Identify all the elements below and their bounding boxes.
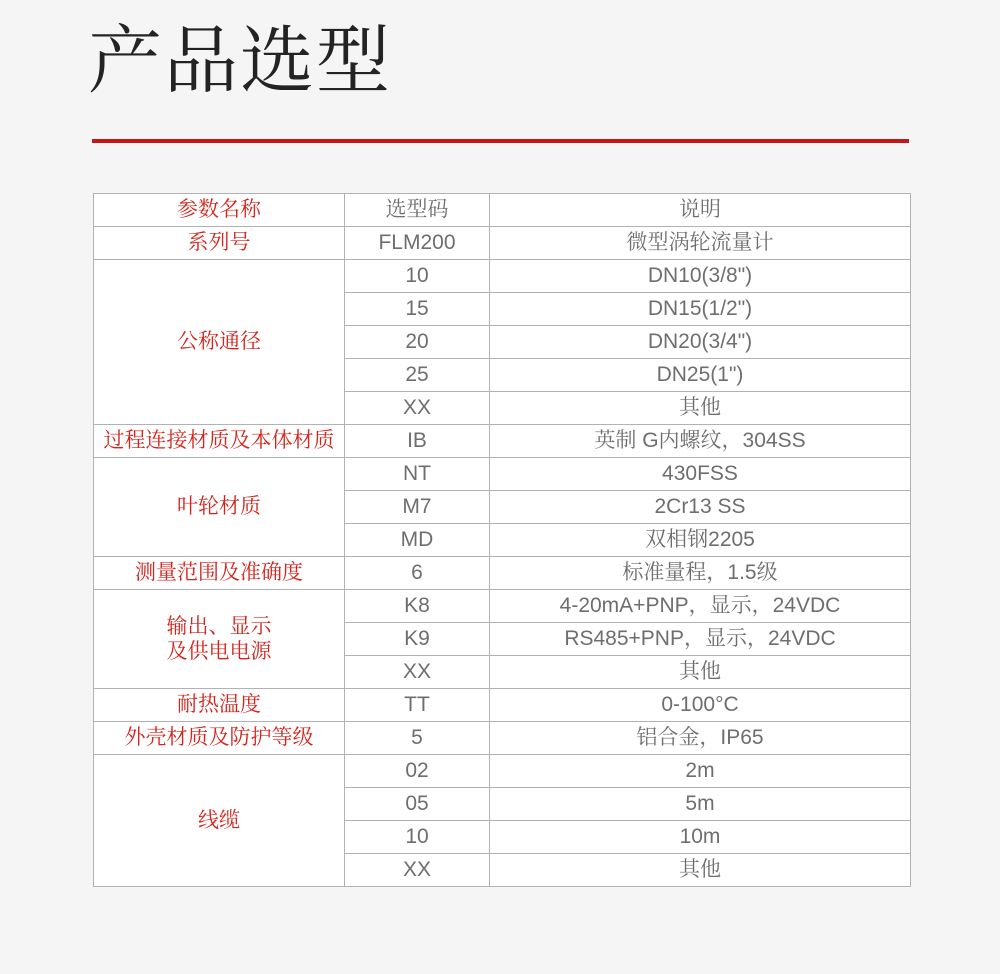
parameter-name-cell: 公称通径 <box>94 260 345 425</box>
header-description: 说明 <box>490 194 911 227</box>
description-cell: 微型涡轮流量计 <box>490 227 911 260</box>
description-cell: 2m <box>490 755 911 788</box>
selection-code-cell: TT <box>345 689 490 722</box>
page-title: 产品选型 <box>88 19 392 102</box>
selection-code-cell: XX <box>345 392 490 425</box>
selection-code-cell: 25 <box>345 359 490 392</box>
selection-code-cell: XX <box>345 656 490 689</box>
parameter-name-cell: 耐热温度 <box>94 689 345 722</box>
parameter-name-cell: 过程连接材质及本体材质 <box>94 425 345 458</box>
header-selection-code: 选型码 <box>345 194 490 227</box>
selection-code-cell: 02 <box>345 755 490 788</box>
description-cell: 其他 <box>490 656 911 689</box>
selection-code-cell: 5 <box>345 722 490 755</box>
description-cell: DN25(1") <box>490 359 911 392</box>
parameter-name-cell: 系列号 <box>94 227 345 260</box>
parameter-name-cell: 外壳材质及防护等级 <box>94 722 345 755</box>
description-cell: DN20(3/4") <box>490 326 911 359</box>
title-divider <box>92 139 909 143</box>
table-row <box>94 755 911 788</box>
description-cell: 标准量程，1.5级 <box>490 557 911 590</box>
selection-code-cell: 10 <box>345 260 490 293</box>
product-selection-table <box>93 193 911 887</box>
description-cell: 其他 <box>490 392 911 425</box>
description-cell: 10m <box>490 821 911 854</box>
description-cell: DN10(3/8") <box>490 260 911 293</box>
selection-code-cell: XX <box>345 854 490 887</box>
table-row <box>94 458 911 491</box>
table-header-row <box>94 194 911 227</box>
selection-code-cell: 15 <box>345 293 490 326</box>
parameter-name-cell: 线缆 <box>94 755 345 887</box>
parameter-name-cell: 输出、显示 及供电电源 <box>94 590 345 689</box>
selection-code-cell: K8 <box>345 590 490 623</box>
selection-code-cell: NT <box>345 458 490 491</box>
description-cell: DN15(1/2") <box>490 293 911 326</box>
header-parameter-name: 参数名称 <box>94 194 345 227</box>
description-cell: 其他 <box>490 854 911 887</box>
parameter-name-cell: 测量范围及准确度 <box>94 557 345 590</box>
table-row <box>94 260 911 293</box>
selection-code-cell: 20 <box>345 326 490 359</box>
selection-code-cell: FLM200 <box>345 227 490 260</box>
description-cell: 5m <box>490 788 911 821</box>
selection-code-cell: 05 <box>345 788 490 821</box>
selection-code-cell: M7 <box>345 491 490 524</box>
table-row <box>94 227 911 260</box>
selection-code-cell: 10 <box>345 821 490 854</box>
description-cell: 双相钢2205 <box>490 524 911 557</box>
table-row <box>94 722 911 755</box>
description-cell: RS485+PNP，显示，24VDC <box>490 623 911 656</box>
table-row <box>94 689 911 722</box>
description-cell: 0-100°C <box>490 689 911 722</box>
table-row <box>94 590 911 623</box>
description-cell: 铝合金，IP65 <box>490 722 911 755</box>
parameter-name-cell: 叶轮材质 <box>94 458 345 557</box>
table-row <box>94 557 911 590</box>
selection-code-cell: K9 <box>345 623 490 656</box>
description-cell: 4-20mA+PNP，显示，24VDC <box>490 590 911 623</box>
description-cell: 2Cr13 SS <box>490 491 911 524</box>
selection-code-cell: 6 <box>345 557 490 590</box>
table-row <box>94 425 911 458</box>
description-cell: 430FSS <box>490 458 911 491</box>
selection-code-cell: MD <box>345 524 490 557</box>
description-cell: 英制 G内螺纹，304SS <box>490 425 911 458</box>
selection-code-cell: IB <box>345 425 490 458</box>
